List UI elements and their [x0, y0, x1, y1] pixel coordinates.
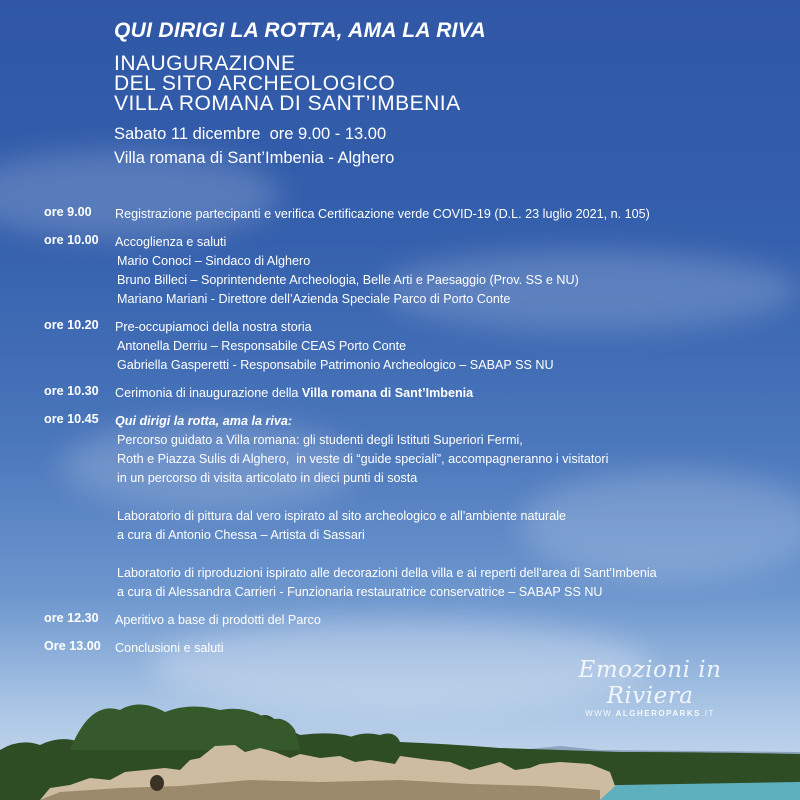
schedule-time: ore 10.45 — [44, 412, 99, 426]
event-title-line: VILLA ROMANA DI SANT’IMBENIA — [114, 92, 461, 115]
schedule-text: Aperitivo a base di prodotti del Parco — [115, 613, 321, 627]
schedule-item — [44, 384, 784, 403]
schedule-text-bold: Villa romana di Sant’Imbenia — [301, 386, 474, 400]
landscape-photo — [0, 690, 800, 800]
schedule-text: Registrazione partecipanti e verifica Certificazione verde COVID-19 (D.L. 23 luglio 2021, n. 105) — [115, 207, 650, 221]
event-title — [114, 54, 674, 114]
schedule-text: a cura di Alessandra Carrieri - Funzionaria restauratrice conservatrice – SABAP SS NU — [117, 585, 603, 599]
event-slogan: QUI DIRIGI LA ROTTA, AMA LA RIVA — [114, 19, 487, 42]
schedule-item — [44, 611, 784, 630]
schedule-time: Ore 13.00 — [44, 639, 101, 653]
schedule-text: Conclusioni e saluti — [115, 641, 224, 655]
event-title-line: DEL SITO ARCHEOLOGICO — [114, 72, 396, 95]
url-domain: ALGHEROPARKS — [615, 709, 701, 718]
schedule-text: in un percorso di visita articolato in dieci punti di sosta — [117, 471, 418, 485]
schedule-text: Accoglienza e saluti — [115, 235, 227, 249]
schedule — [44, 205, 784, 658]
event-title-line: INAUGURAZIONE — [114, 52, 296, 75]
schedule-text: Bruno Billeci – Soprintendente Archeologia, Belle Arti e Paesaggio (Prov. SS e NU) — [117, 273, 579, 287]
event-date: Sabato 11 dicembre ore 9.00 - 13.00 — [114, 125, 387, 143]
schedule-subtitle: Qui dirigi la rotta, ama la riva: — [115, 414, 293, 428]
schedule-text: Antonella Derriu – Responsabile CEAS Porto Conte — [117, 339, 407, 353]
event-place: Villa romana di Sant’Imbenia - Alghero — [114, 149, 395, 167]
schedule-time: ore 10.20 — [44, 318, 99, 332]
url-prefix: WWW. — [585, 709, 616, 718]
schedule-text: Laboratorio di riproduzioni ispirato alle decorazioni della villa e ai reperti dell'area di Sant'Imbenia — [117, 566, 657, 580]
schedule-text — [115, 384, 473, 403]
schedule-text-lead: Cerimonia di inaugurazione della — [115, 386, 302, 400]
schedule-item — [44, 233, 784, 309]
schedule-time: ore 9.00 — [44, 205, 92, 219]
schedule-item — [44, 412, 784, 602]
logo-script-text: Emozioni in Riviera — [578, 657, 722, 709]
schedule-time: ore 10.00 — [44, 233, 99, 247]
schedule-item — [44, 205, 784, 224]
schedule-text: Gabriella Gasperetti - Responsabile Patrimonio Archeologico – SABAP SS NU — [117, 358, 554, 372]
schedule-text: Mariano Mariani - Direttore dell’Azienda Speciale Parco di Porto Conte — [117, 292, 511, 306]
schedule-text: Mario Conoci – Sindaco di Alghero — [117, 254, 311, 268]
schedule-text: Laboratorio di pittura dal vero ispirato al sito archeologico e all'ambiente naturale — [117, 509, 567, 523]
schedule-text: Roth e Piazza Sulis di Alghero, in veste di “guide speciali”, accompagneranno i visitatori — [117, 452, 609, 466]
schedule-text: Percorso guidato a Villa romana: gli studenti degli Istituti Superiori Fermi, — [117, 433, 523, 447]
schedule-time: ore 12.30 — [44, 611, 99, 625]
schedule-item — [44, 639, 784, 658]
right-trees — [340, 734, 400, 742]
pine-trees — [70, 704, 300, 750]
schedule-time: ore 10.30 — [44, 384, 99, 398]
schedule-text: a cura di Antonio Chessa – Artista di Sassari — [117, 528, 365, 542]
schedule-text: Pre-occupiamoci della nostra storia — [115, 320, 312, 334]
url-suffix: .IT — [701, 709, 715, 718]
ruin-arch — [150, 775, 164, 791]
schedule-item — [44, 318, 784, 375]
event-header — [114, 18, 674, 170]
